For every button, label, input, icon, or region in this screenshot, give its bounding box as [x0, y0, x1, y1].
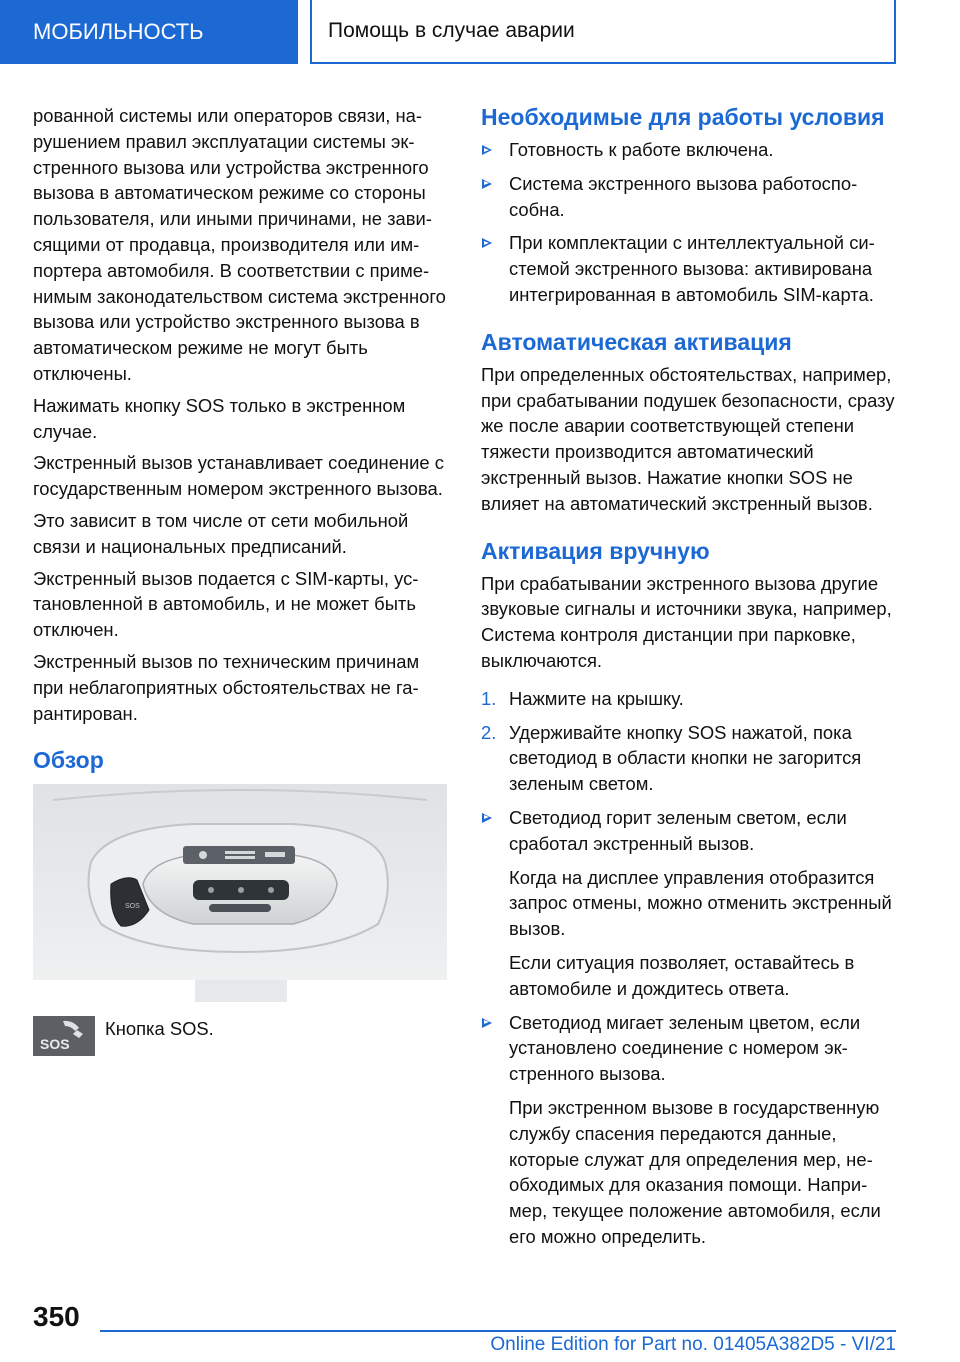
list-item-text: Светодиод мигает зеленым цветом, если установлено соединение с номером экстренного вызова. [509, 1011, 861, 1085]
list-item-text: При комплектации с интеллектуальной системой экстренного вызова: активирована интегрированная в автомобиль SIM-карта. [509, 232, 875, 305]
heading-overview: Обзор [33, 747, 104, 774]
paragraph: Когда на дисплее управления отобразится запрос отмены, можно отменить экстренный вызов. [509, 866, 892, 940]
right-column [481, 103, 896, 1258]
list-item-text: Светодиод горит зеленым светом, если сработал экстренный вызов. [509, 806, 847, 854]
step-number: 1. [481, 687, 497, 709]
paragraph: При срабатывании экстренного вызова другие звуковые сигналы и источники звука, например, Система контроля дистанции при парковке, выключаются. [481, 572, 892, 671]
svg-text:SOS: SOS [125, 903, 140, 911]
paragraph: Нажимать кнопку SOS только в экстренном случае. [33, 394, 406, 442]
heading-auto-activation: Автоматическая активация [481, 328, 792, 355]
heading-manual-activation: Активация вручную [481, 537, 710, 564]
paragraph: При определенных обстоятельствах, например, при срабатывании подушек безопасности, сразу же после аварии соответствующей степени тяжести производится автоматический экстренный вызов. Нажатие кнопки SOS не влияет на автоматический экстренный вызов. [481, 363, 895, 514]
overhead-console-image [33, 784, 447, 1002]
step-text: Нажмите на крышку. [509, 687, 684, 709]
header-section-tab: МОБИЛЬНОСТЬ [0, 0, 298, 64]
triangle-bullet-icon [482, 1018, 492, 1028]
sos-icon-label: SOS [40, 1036, 70, 1053]
left-column [33, 103, 447, 1076]
footer-divider [100, 1330, 896, 1332]
paragraph: рованной системы или операторов связи, нарушением правил эксплуатации системы экстренного вызова или устройства экстренного вызова в автоматическом режиме со стороны пользователя, или иными причинами, не зависящими от продавца, производителя или импортера автомобиля. В соответствии с применимым законодательством система экстренного вызова или устройство экстренного вызова в автоматическом режиме не могут быть отключены. [33, 105, 446, 384]
list-item [481, 805, 896, 857]
paragraph: Это зависит в том числе от сети мобильной связи и национальных предписаний. [33, 509, 409, 557]
sos-icon [33, 1016, 95, 1056]
footer-edition: Online Edition for Part no. 01405A382D5 - VI/21 [490, 1334, 896, 1355]
list-item [481, 137, 896, 163]
triangle-bullet-icon [482, 813, 492, 823]
list-item [481, 1010, 896, 1087]
heading-conditions: Необходимые для работы условия [481, 104, 885, 130]
paragraph: Экстренный вызов по техническим причинам при неблагоприятных обстоятельствах не гарантирован. [33, 650, 420, 724]
list-item [481, 171, 896, 223]
triangle-bullet-icon [482, 238, 492, 248]
triangle-bullet-icon [482, 179, 492, 189]
step-number: 2. [481, 721, 497, 743]
step-item [481, 720, 896, 797]
paragraph: Экстренный вызов подается с SIM-карты, установленной в автомобиль, и не может быть отключен. [33, 567, 419, 641]
header-chapter-title: Помощь в случае аварии [310, 0, 896, 64]
step-text: Удерживайте кнопку SOS нажатой, пока светодиод в области кнопки не загорится зеленым светом. [509, 721, 862, 795]
step-item [481, 686, 896, 712]
list-item [481, 230, 896, 307]
page-number: 350 [33, 1301, 80, 1332]
paragraph: Если ситуация позволяет, оставайтесь в автомобиле и дождитесь ответа. [509, 951, 855, 999]
list-item-text: Система экстренного вызова работоспособна. [509, 172, 858, 220]
paragraph: Экстренный вызов устанавливает соединение с государственным номером экстренного вызова. [33, 452, 444, 500]
list-item-text: Готовность к работе включена. [509, 139, 774, 160]
triangle-bullet-icon [482, 145, 492, 155]
legend-caption: Кнопка SOS. [105, 1018, 214, 1040]
sos-legend [33, 1016, 447, 1076]
paragraph: При экстренном вызове в государственную службу спасения передаются данные, которые служат для определения мер, необходимых для оказания помощи. Например, текущее положение автомобиля, если его можно определить. [509, 1096, 881, 1247]
overhead-console-figure [33, 784, 447, 1002]
